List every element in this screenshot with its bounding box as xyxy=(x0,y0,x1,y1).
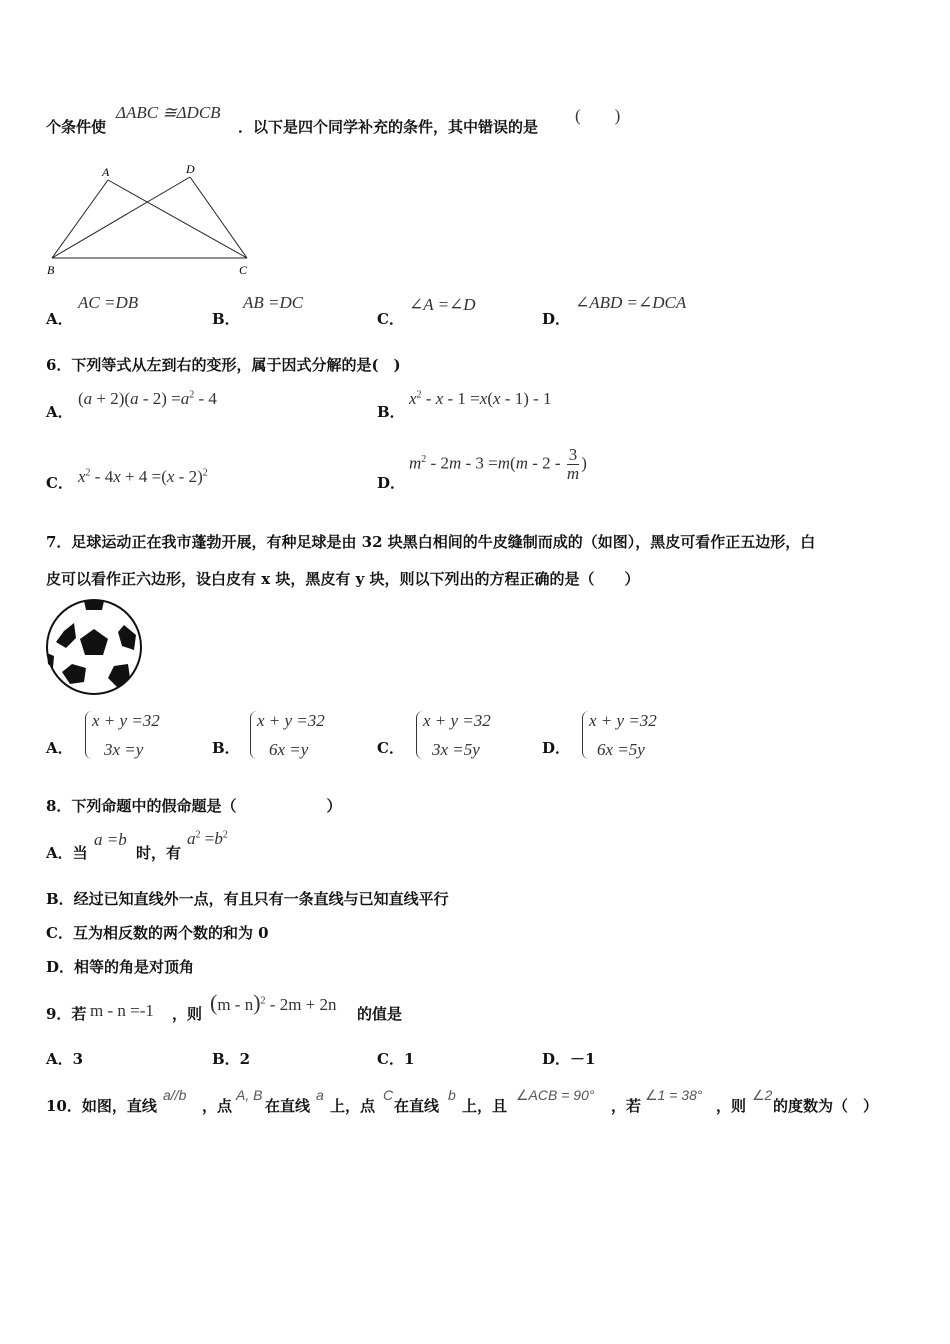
q10-angle-2: ∠2 xyxy=(752,1087,773,1103)
q7-stem-line2: 皮可以看作正六边形，设白皮有 x 块，黑皮有 y 块，则以下列出的方程正确的是（ ） xyxy=(46,570,640,588)
q10-text-9: 的度数为（ ） xyxy=(773,1097,879,1115)
q5-congruence: ΔABC ≅ΔDCB xyxy=(116,103,221,122)
q6-option-d[interactable]: $m^2 - 2m - 3 =m(m - 2$ - $\frac{3}{m}$ ) xyxy=(409,445,587,483)
q8-stem: 8．下列命题中的假命题是（ ） xyxy=(46,797,342,815)
line-DC xyxy=(190,177,247,258)
q5-option-d-label[interactable]: D． xyxy=(542,310,571,328)
q10-line-a: a xyxy=(316,1087,324,1103)
line-BD xyxy=(52,177,190,258)
q5-suffix: ．以下是四个同学补充的条件，其中错误的是 xyxy=(238,118,539,136)
q9-prefix: 9．若 xyxy=(46,1005,87,1023)
q7-option-c-eq1[interactable]: x + y =32 xyxy=(423,711,491,730)
q8-option-d[interactable]: D．相等的角是对顶角 xyxy=(46,958,195,976)
q7-option-d-label[interactable]: D． xyxy=(542,739,571,757)
q8-option-c[interactable]: C．互为相反数的两个数的和为 0 xyxy=(46,924,269,942)
q5-option-c[interactable]: ∠A =∠D xyxy=(409,295,476,314)
q9-mid: ，则 xyxy=(172,1005,203,1023)
q8-option-a-eq: $a^2 =b^2$ xyxy=(187,829,228,848)
point-B-label: B xyxy=(47,263,55,277)
q5-option-d[interactable]: ∠ABD =∠DCA xyxy=(575,293,687,312)
q5-option-a[interactable]: AC =DB xyxy=(78,293,139,312)
q5-answer-paren: ( ) xyxy=(575,106,621,125)
q10-text-5: 在直线 xyxy=(394,1097,440,1115)
point-C-label: C xyxy=(239,263,248,277)
q7-option-a-eq1[interactable]: x + y =32 xyxy=(92,711,160,730)
q9-expression: (m - n)$^2$ - 2m + 2n xyxy=(210,990,337,1015)
q7-option-c-eq2[interactable]: 3x =5y xyxy=(432,740,480,759)
q7-option-d-brace xyxy=(582,711,589,759)
q6-option-c[interactable]: $x^2 - 4x + 4 =(x - 2)^2$ xyxy=(78,467,208,486)
point-D-label: D xyxy=(186,162,195,176)
q10-line-b: b xyxy=(448,1087,456,1103)
q5-prefix: 个条件使 xyxy=(46,118,107,136)
q8-option-a-label[interactable]: A．当 xyxy=(46,844,88,862)
q6-option-b-label[interactable]: B． xyxy=(377,403,405,421)
q10-angle-1: ∠1 = 38° xyxy=(645,1087,703,1103)
q7-option-b-brace xyxy=(250,711,257,759)
q7-option-a-brace xyxy=(85,711,92,759)
q7-option-c-brace xyxy=(416,711,423,759)
q6-option-c-label[interactable]: C． xyxy=(46,474,73,492)
q7-stem-line1: 7．足球运动正在我市蓬勃开展，有种足球是由 32 块黑白相间的牛皮缝制而成的（如图），黑皮可看作正五边形，白 xyxy=(46,533,816,551)
q10-text-7: ，若 xyxy=(611,1097,642,1115)
q5-option-c-label[interactable]: C． xyxy=(377,310,404,328)
q8-option-b[interactable]: B．经过已知直线外一点，有且只有一条直线与已知直线平行 xyxy=(46,890,449,908)
q10-text-4: 上，点 xyxy=(330,1097,376,1115)
q5-option-a-label[interactable]: A． xyxy=(46,310,73,328)
line-AC xyxy=(108,180,247,258)
q10-text-1: 10．如图，直线 xyxy=(46,1097,157,1115)
q7-option-b-eq1[interactable]: x + y =32 xyxy=(257,711,325,730)
q9-option-b[interactable]: B．2 xyxy=(212,1050,251,1068)
q10-points-ab: A, B xyxy=(236,1087,263,1103)
q7-option-a-label[interactable]: A． xyxy=(46,739,73,757)
q10-text-8: ，则 xyxy=(716,1097,747,1115)
point-A-label: A xyxy=(102,165,110,179)
q7-option-b-label[interactable]: B． xyxy=(212,739,240,757)
q8-option-a-cond: a =b xyxy=(94,830,127,849)
q6-option-d-label[interactable]: D． xyxy=(377,474,406,492)
soccer-ball-image xyxy=(44,598,146,698)
q5-option-b-label[interactable]: B． xyxy=(212,310,240,328)
q5-option-b[interactable]: AB =DC xyxy=(243,293,304,312)
q6-option-b[interactable]: $x^2 - x - 1 =x(x - 1) - 1$ xyxy=(409,389,552,408)
q7-option-d-eq1[interactable]: x + y =32 xyxy=(589,711,657,730)
q9-option-d[interactable]: D．－1 xyxy=(542,1050,596,1068)
q7-option-c-label[interactable]: C． xyxy=(377,739,404,757)
q10-angle-acb: ∠ACB = 90° xyxy=(516,1087,595,1103)
q10-text-2: ，点 xyxy=(202,1097,233,1115)
q9-suffix: 的值是 xyxy=(357,1005,403,1023)
q5-triangle-figure xyxy=(40,160,265,280)
q7-option-d-eq2[interactable]: 6x =5y xyxy=(597,740,645,759)
q10-text-3: 在直线 xyxy=(265,1097,311,1115)
q6-stem: 6．下列等式从左到右的变形，属于因式分解的是( ) xyxy=(46,356,401,374)
q8-option-a-mid: 时，有 xyxy=(136,844,182,862)
q6-option-a-label[interactable]: A． xyxy=(46,403,73,421)
q6-option-a[interactable]: $(a + 2)(a - 2) =a^2 - 4$ xyxy=(78,389,217,408)
q7-option-a-eq2[interactable]: 3x =y xyxy=(104,740,144,759)
q9-option-c[interactable]: C．1 xyxy=(377,1050,415,1068)
q9-condition: m - n =-1 xyxy=(90,1001,154,1020)
q10-parallel: a//b xyxy=(163,1087,187,1103)
q7-option-b-eq2[interactable]: 6x =y xyxy=(269,740,309,759)
q10-point-c: C xyxy=(383,1087,394,1103)
q10-text-6: 上，且 xyxy=(462,1097,508,1115)
line-BA xyxy=(52,180,108,258)
q9-option-a[interactable]: A．3 xyxy=(46,1050,84,1068)
